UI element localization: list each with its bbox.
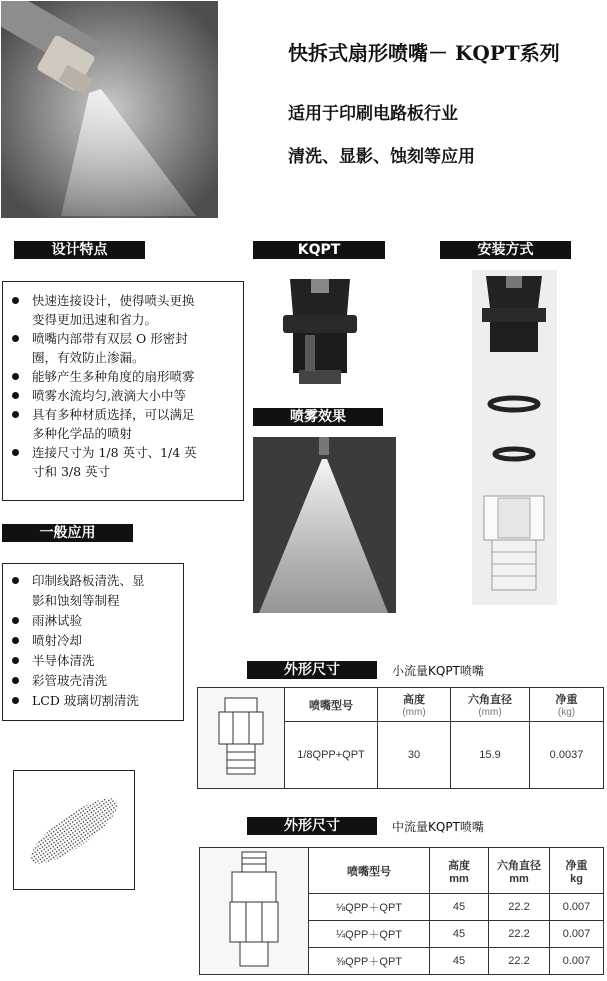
list-item: 喷射冷却 <box>3 631 147 651</box>
table-cell: 0.007 <box>550 894 604 921</box>
small-nozzle-drawing <box>198 688 285 789</box>
col-header-model: 喷嘴型号 <box>309 848 430 894</box>
installation-label: 安装方式 <box>440 241 571 259</box>
small-dimensions-table <box>197 687 604 789</box>
list-item: 彩管玻壳清洗 <box>3 671 147 691</box>
table-cell: ⅛QPP＋QPT <box>309 894 430 921</box>
list-item: 印制线路板清洗、显影和蚀刻等制程 <box>3 571 147 611</box>
table-cell: ¼QPP＋QPT <box>309 921 430 948</box>
col-header-model: 喷嘴型号 <box>285 688 378 722</box>
spray-effect-label: 喷雾效果 <box>253 408 383 426</box>
table-cell: 22.2 <box>489 921 550 948</box>
kqpt-nozzle-image <box>275 275 365 390</box>
medium-dimensions-caption: 中流量KQPT喷嘴 <box>392 820 484 834</box>
table-cell: 30 <box>378 722 451 789</box>
list-item: 连接尺寸为 1/8 英寸、1/4 英寸和 3/8 英寸 <box>3 443 203 481</box>
spray-effect-photo <box>253 437 396 613</box>
col-unit-weight: kg <box>570 872 583 885</box>
table-cell: 45 <box>430 948 489 975</box>
list-item: 能够产生多种角度的扇形喷雾 <box>3 367 203 386</box>
col-header-weight: 净重 <box>555 694 578 706</box>
col-header-weight: 净重 <box>565 859 588 872</box>
applications-label: 一般应用 <box>2 524 133 542</box>
subtitle-applications: 清洗、显影、蚀刻等应用 <box>288 147 475 167</box>
list-item: 半导体清洗 <box>3 651 147 671</box>
kqpt-label: KQPT <box>253 241 385 259</box>
col-header-hex: 六角直径 <box>468 694 512 706</box>
page-title: 快拆式扇形喷嘴－ KQPT系列 <box>288 41 560 65</box>
medium-dimensions-label: 外形尺寸 <box>247 817 377 835</box>
applications-box <box>2 563 184 721</box>
spray-pattern-image <box>13 770 135 890</box>
col-header-height: 高度 <box>403 694 425 706</box>
small-dimensions-label: 外形尺寸 <box>247 661 377 679</box>
col-unit-hex: (mm) <box>478 707 502 718</box>
medium-dimensions-table <box>199 847 604 975</box>
table-cell: 1/8QPP+QPT <box>285 722 378 789</box>
col-header-height: 高度 <box>448 859 470 872</box>
table-cell: 22.2 <box>489 948 550 975</box>
table-cell: ⅜QPP＋QPT <box>309 948 430 975</box>
table-cell: 0.007 <box>550 921 604 948</box>
table-cell: 0.007 <box>550 948 604 975</box>
col-unit-weight: (kg) <box>557 707 576 718</box>
features-label: 设计特点 <box>14 241 145 259</box>
list-item: 喷嘴内部带有双层 O 形密封圈，有效防止渗漏。 <box>3 329 203 367</box>
installation-image <box>472 270 557 605</box>
col-unit-height: mm <box>449 872 469 885</box>
table-cell: 15.9 <box>451 722 530 789</box>
table-cell: 45 <box>430 921 489 948</box>
subtitle-industry: 适用于印刷电路板行业 <box>288 104 458 124</box>
list-item: LCD 玻璃切割清洗 <box>3 691 147 711</box>
col-unit-hex: mm <box>509 872 529 885</box>
table-cell: 45 <box>430 894 489 921</box>
table-cell: 22.2 <box>489 894 550 921</box>
list-item: 快速连接设计，使得喷头更换变得更加迅速和省力。 <box>3 291 203 329</box>
nozzle-spray-photo <box>1 1 218 218</box>
col-unit-height: (mm) <box>402 707 426 718</box>
col-header-hex: 六角直径 <box>497 859 541 872</box>
list-item: 喷雾水流均匀,液滴大小中等 <box>3 386 203 405</box>
medium-nozzle-drawing <box>200 848 309 975</box>
small-dimensions-caption: 小流量KQPT喷嘴 <box>392 664 484 678</box>
list-item: 雨淋试验 <box>3 611 147 631</box>
table-cell: 0.0037 <box>530 722 604 789</box>
list-item: 具有多种材质选择，可以满足多种化学品的喷射 <box>3 405 203 443</box>
features-box <box>2 281 244 501</box>
